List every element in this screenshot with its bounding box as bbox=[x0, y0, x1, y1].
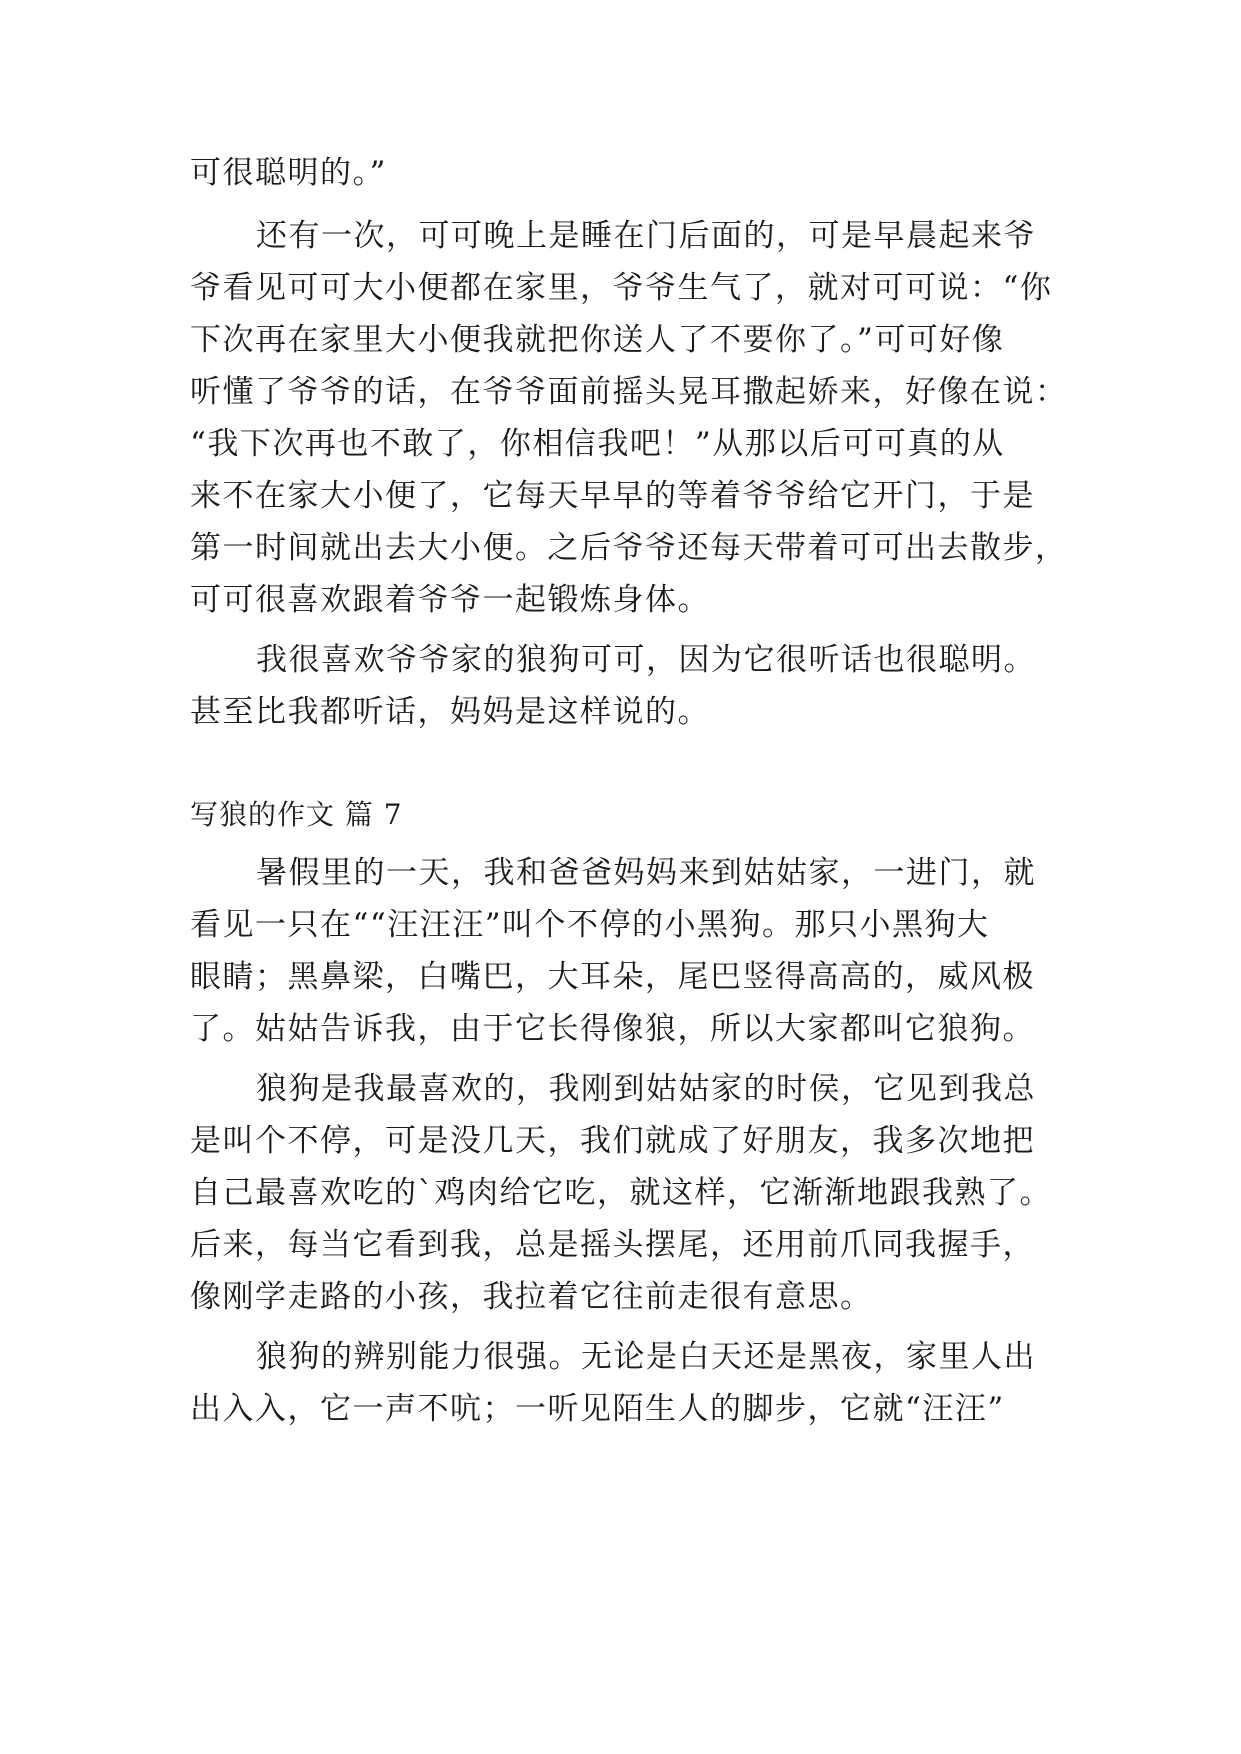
paragraph-first-line: 还有一次，可可晚上是睡在门后面的，可是早晨起来爷 bbox=[256, 218, 1036, 254]
paragraph-first-line: 狼狗是我最喜欢的，我刚到姑姑家的时侯，它见到我总 bbox=[256, 1071, 1036, 1107]
text-line: 可可很喜欢跟着爷爷一起锻炼身体。 bbox=[190, 582, 710, 618]
text-line: 自己最喜欢吃的`鸡肉给它吃，就这样，它渐渐地跟我熟了。 bbox=[190, 1175, 1052, 1211]
text-line: 第一时间就出去大小便。之后爷爷还每天带着可可出去散步， bbox=[190, 530, 1068, 566]
text-line: 出入入，它一声不吭；一听见陌生人的脚步，它就“汪汪” bbox=[190, 1391, 1005, 1427]
paragraph-first-line: 我很喜欢爷爷家的狼狗可可，因为它很听话也很聪明。 bbox=[256, 642, 1036, 678]
text-line: “我下次再也不敢了，你相信我吧！”从那以后可可真的从 bbox=[190, 426, 1005, 462]
paragraph-first-line: 暑假里的一天，我和爸爸妈妈来到姑姑家，一进门，就 bbox=[256, 855, 1036, 891]
paragraph-first-line: 狼狗的辨别能力很强。无论是白天还是黑夜，家里人出 bbox=[256, 1339, 1036, 1375]
text-line: 看见一只在““汪汪汪”叫个不停的小黑狗。那只小黑狗大 bbox=[190, 907, 990, 943]
text-line: 眼睛；黑鼻梁，白嘴巴，大耳朵，尾巴竖得高高的，威风极 bbox=[190, 959, 1035, 995]
text-line: 下次再在家里大小便我就把你送人了不要你了。”可可好像 bbox=[190, 322, 1005, 358]
text-line: 甚至比我都听话，妈妈是这样说的。 bbox=[190, 694, 710, 730]
text-line: 像刚学走路的小孩，我拉着它往前走很有意思。 bbox=[190, 1279, 873, 1315]
text-line: 可很聪明的。” bbox=[190, 155, 387, 191]
text-line: 是叫个不停，可是没几天，我们就成了好朋友，我多次地把 bbox=[190, 1123, 1035, 1159]
text-line: 了。姑姑告诉我，由于它长得像狼，所以大家都叫它狼狗。 bbox=[190, 1011, 1035, 1047]
text-line: 爷看见可可大小便都在家里，爷爷生气了，就对可可说：“你 bbox=[190, 270, 1053, 306]
text-line: 来不在家大小便了，它每天早早的等着爷爷给它开门，于是 bbox=[190, 478, 1035, 514]
text-line: 听懂了爷爷的话，在爷爷面前摇头晃耳撒起娇来，好像在说： bbox=[190, 374, 1068, 410]
section-heading: 写狼的作文 篇 7 bbox=[190, 798, 403, 831]
text-line: 后来，每当它看到我，总是摇头摆尾，还用前爪同我握手， bbox=[190, 1227, 1035, 1263]
